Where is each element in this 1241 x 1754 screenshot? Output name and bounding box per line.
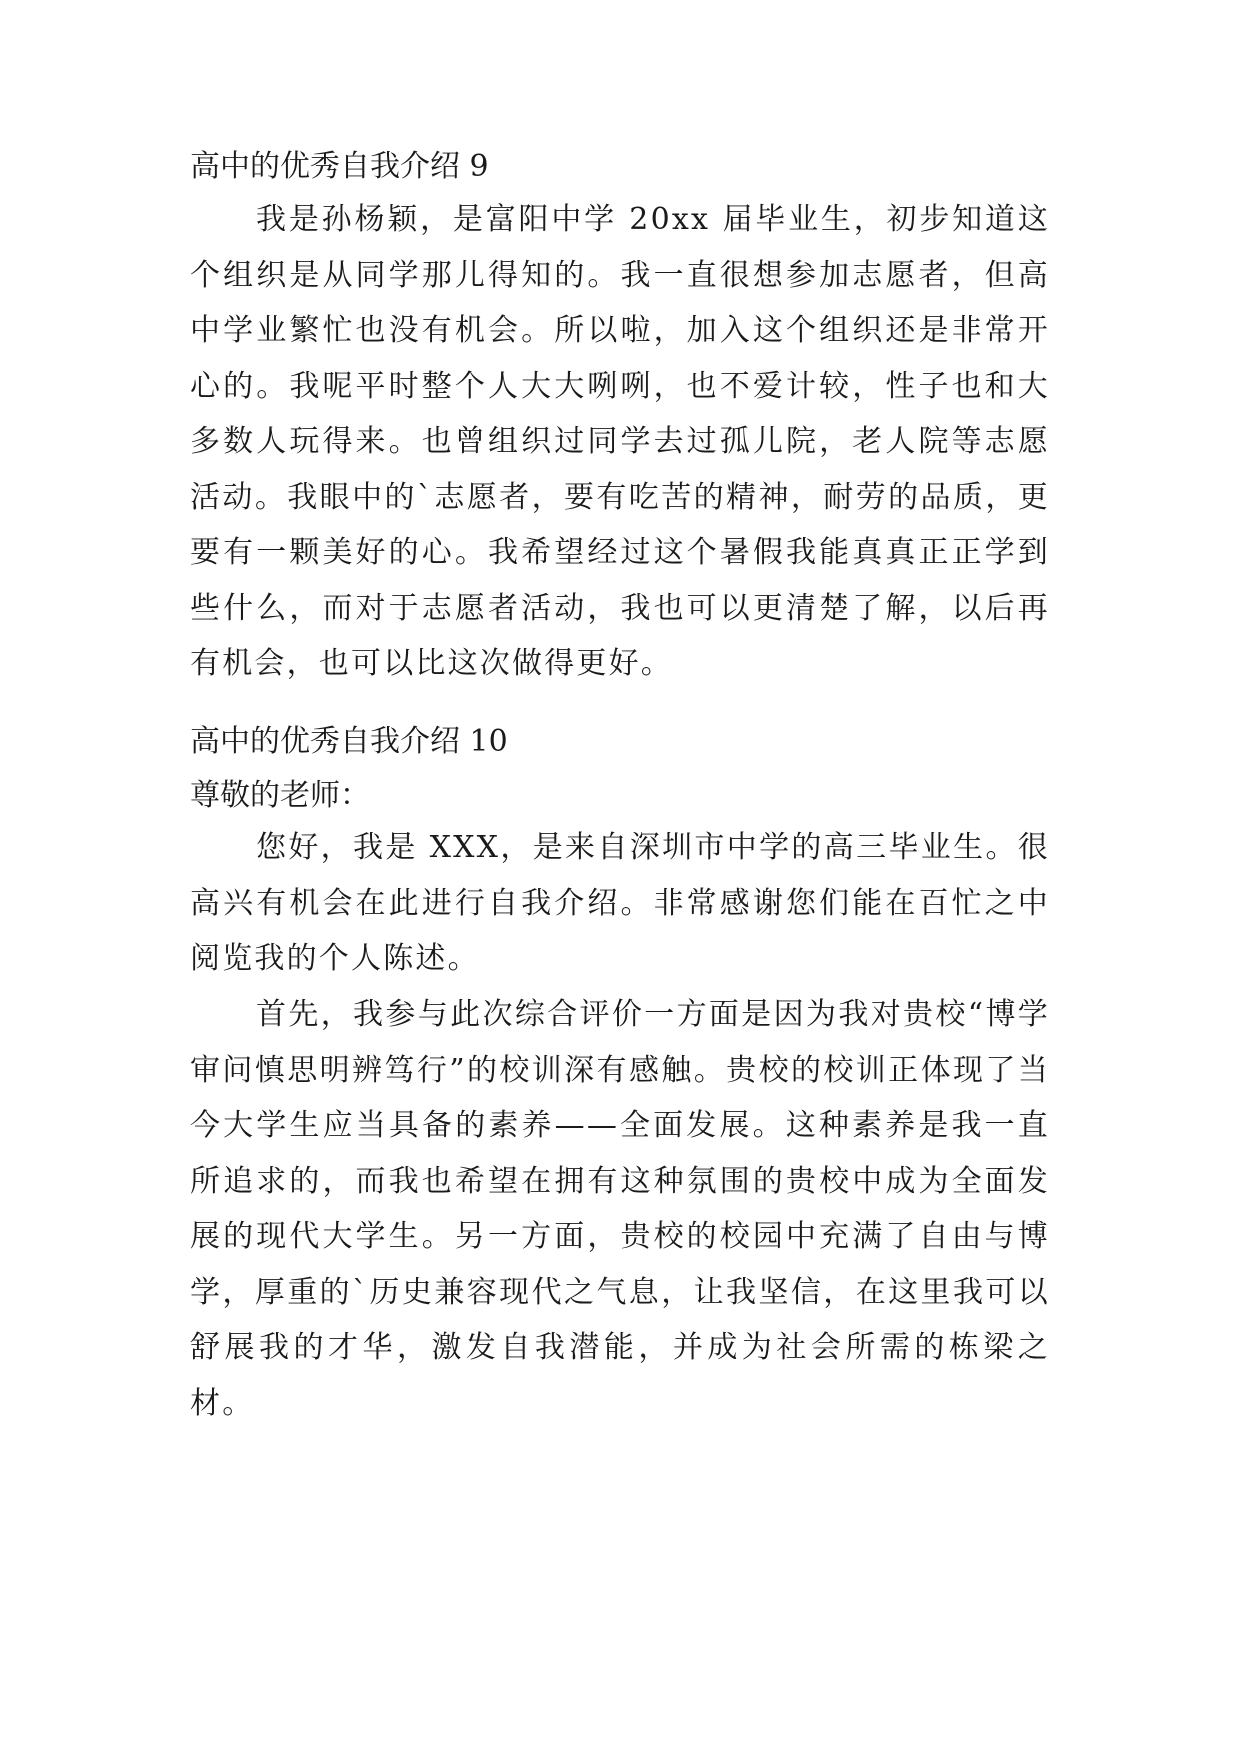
- section-10-title: 高中的优秀自我介绍 10: [190, 724, 508, 759]
- section-9-paragraph: 我是孙杨颖，是富阳中学 20xx 届毕业生，初步知道这个组织是从同学那儿得知的。我一直很想参加志愿者，但高中学业繁忙也没有机会。所以啦，加入这个组织还是非常开心的。我呢平时整个人大大咧咧，也不爱计较，性子也和大多数人玩得来。也曾组织过同学去过孤儿院，老人院等志愿活动。我眼中的`志愿者，要有吃苦的精神，耐劳的品质，更要有一颗美好的心。我希望经过这个暑假我能真真正正学到些什么，而对于志愿者活动，我也可以更清楚了解，以后再有机会，也可以比这次做得更好。: [190, 202, 1050, 681]
- section-10-paragraph-2: 首先，我参与此次综合评价一方面是因为我对贵校“博学审问慎思明辨笃行”的校训深有感触。贵校的校训正体现了当今大学生应当具备的素养——全面发展。这种素养是我一直所追求的，而我也希望在拥有这种氛围的贵校中成为全面发展的现代大学生。另一方面，贵校的校园中充满了自由与博学，厚重的`历史兼容现代之气息，让我坚信，在这里我可以舒展我的才华，激发自我潜能，并成为社会所需的栋梁之材。: [190, 997, 1050, 1421]
- section-10-paragraph-1: 您好，我是 XXX，是来自深圳市中学的高三毕业生。很高兴有机会在此进行自我介绍。非常感谢您们能在百忙之中阅览我的个人陈述。: [190, 830, 1050, 976]
- section-9-title: 高中的优秀自我介绍 9: [190, 149, 489, 184]
- section-10-salutation: 尊敬的老师：: [190, 778, 370, 813]
